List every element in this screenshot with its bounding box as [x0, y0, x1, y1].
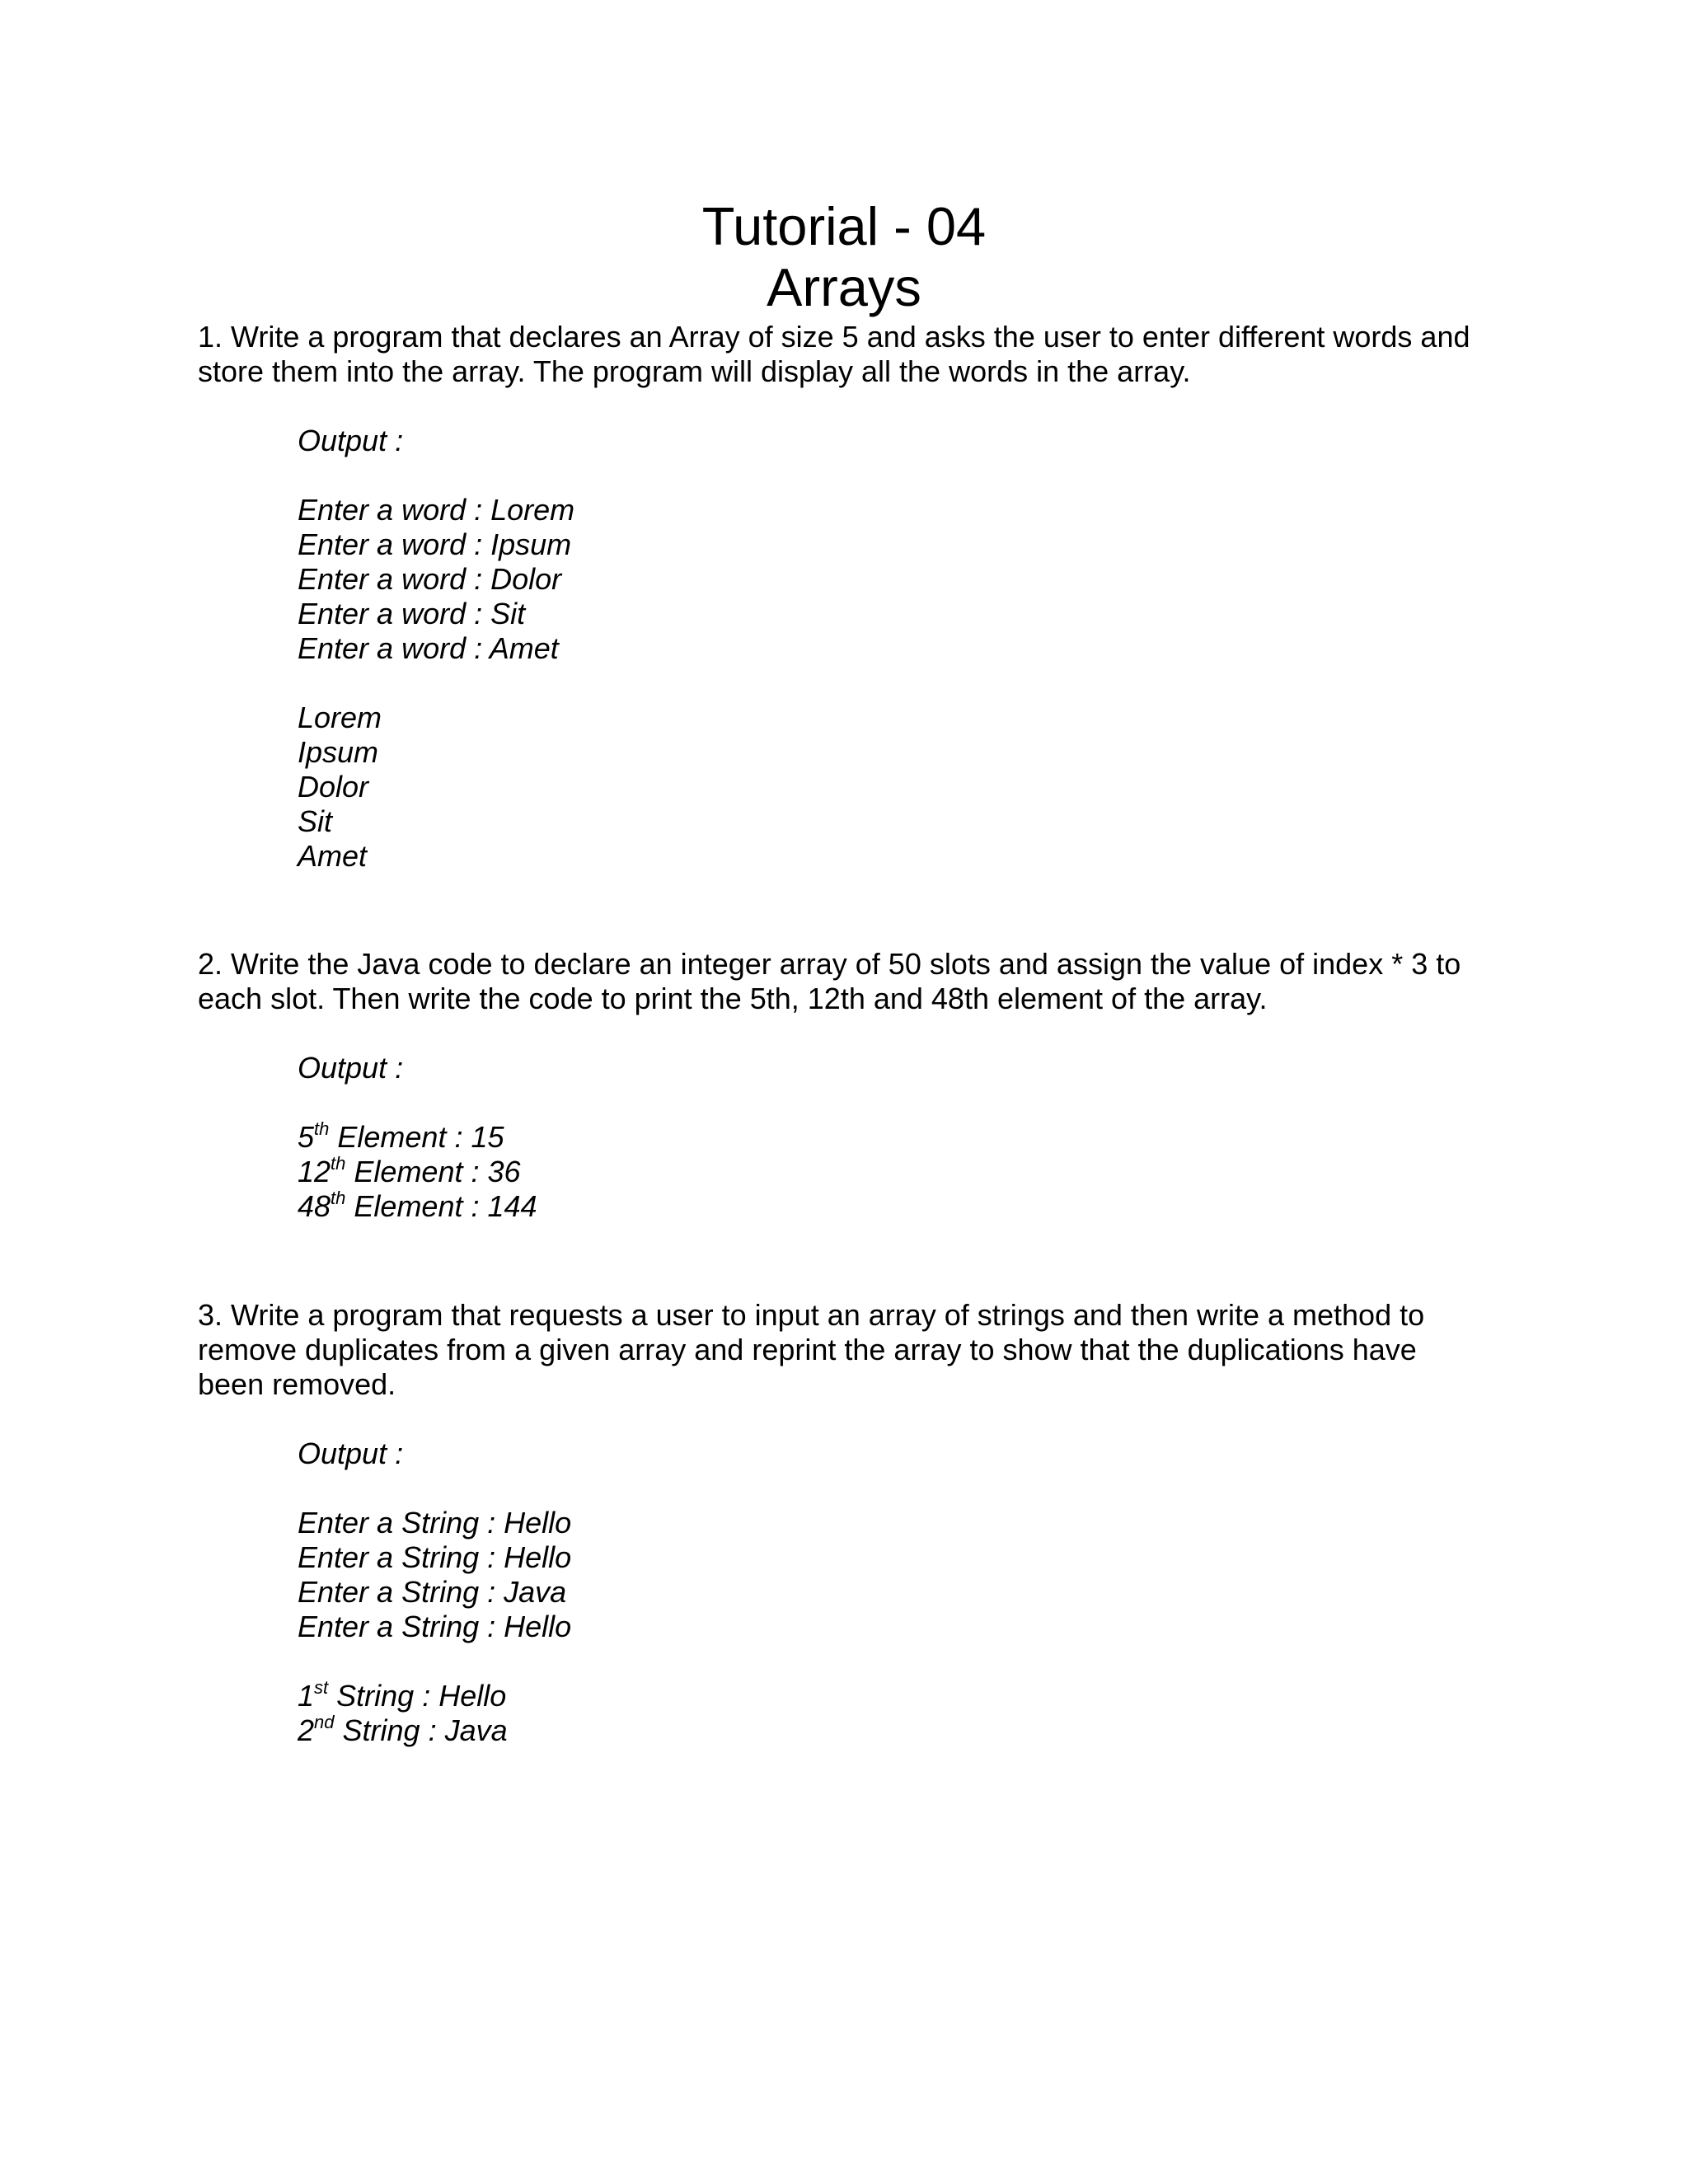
output-line: Enter a String : Hello — [298, 1540, 572, 1574]
output-line: Enter a word : Lorem — [298, 493, 575, 527]
question-2-output — [298, 1051, 537, 1224]
page-title: Tutorial - 04 — [701, 196, 987, 256]
title-block — [0, 196, 1688, 318]
output-line: Amet — [298, 839, 368, 873]
output-label: Output : — [298, 1436, 404, 1470]
output-line: Enter a word : Ipsum — [298, 527, 572, 561]
question-3-output — [298, 1436, 571, 1748]
output-line: Enter a String : Java — [298, 1575, 567, 1609]
output-line: 12th Element : 36 — [298, 1153, 521, 1188]
output-line: Enter a word : Sit — [298, 597, 526, 630]
output-line: Enter a word : Dolor — [298, 562, 562, 596]
question-3-text: 3. Write a program that requests a user to input an array of strings and then write a method to remove duplicates from a given array and reprint the array to show that the duplications have been removed. — [198, 1298, 1425, 1401]
output-line: 5th Element : 15 — [298, 1118, 504, 1154]
output-line: Enter a String : Hello — [298, 1506, 572, 1540]
output-line: Enter a word : Amet — [298, 631, 559, 665]
output-line: 1st String : Hello — [298, 1677, 507, 1713]
output-line: Dolor — [298, 770, 369, 804]
output-line: 48th Element : 144 — [298, 1188, 537, 1223]
output-line: Lorem — [298, 701, 382, 734]
output-label: Output : — [298, 1051, 404, 1085]
page-subtitle: Arrays — [767, 257, 921, 317]
question-2-text: 2. Write the Java code to declare an integer array of 50 slots and assign the value of index * 3 to each slot. Then write the code to print the 5th, 12th and 48th element of the array. — [198, 947, 1461, 1015]
output-line: Ipsum — [298, 735, 379, 769]
output-label: Output : — [298, 424, 404, 457]
output-line: Sit — [298, 804, 333, 838]
question-1-text: 1. Write a program that declares an Array of size 5 and asks the user to enter different words and store them into the array. The program will display all the words in the array. — [198, 320, 1470, 388]
question-1-output — [298, 424, 574, 874]
output-line: Enter a String : Hello — [298, 1610, 572, 1643]
output-line: 2nd String : Java — [298, 1712, 508, 1747]
